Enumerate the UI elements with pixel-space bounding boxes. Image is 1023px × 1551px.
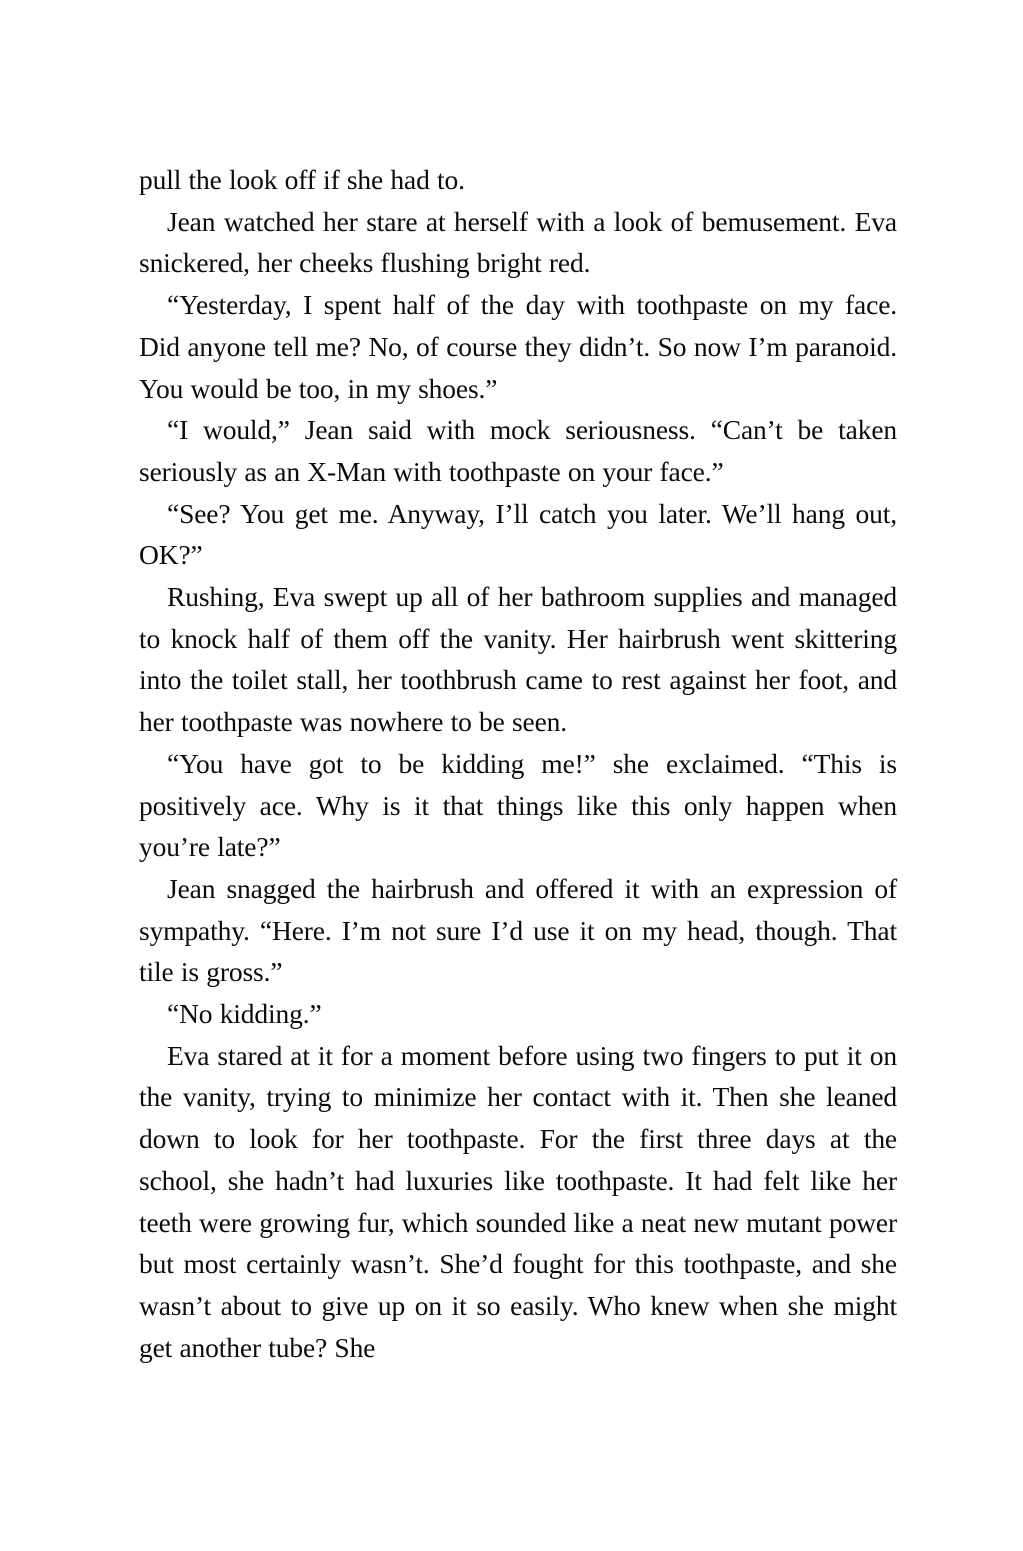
- paragraph: Rushing, Eva swept up all of her bathroom supplies and managed to knock half of them off the vanity. Her hairbrush went skittering into the toilet stall, her toothbrush came to rest against her foot, and her toothpaste was nowhere to be seen.: [139, 581, 897, 738]
- paragraph: “See? You get me. Anyway, I’ll catch you later. We’ll hang out, OK?”: [139, 497, 897, 571]
- paragraph: Jean watched her stare at herself with a look of bemusement. Eva snickered, her cheeks flushing bright red.: [139, 205, 897, 279]
- paragraph: pull the look off if she had to.: [139, 164, 465, 195]
- paragraph: “No kidding.”: [167, 998, 322, 1030]
- paragraph: Eva stared at it for a moment before using two fingers to put it on the vanity, trying to minimize her contact with it. Then she leaned down to look for her toothpaste. For the first three days at the school, she hadn’t had luxuries like toothpaste. It had felt like her teeth were growing fur, which sounded like a neat new mutant power but most certainly wasn’t. She’d fought for this toothpaste, and she wasn’t about to give up on it so easily. Who knew when she might get another tube? She: [139, 1039, 897, 1363]
- paragraph: “I would,” Jean said with mock seriousness. “Can’t be taken seriously as an X-Man with toothpaste on your face.”: [139, 414, 897, 487]
- paragraph: “You have got to be kidding me!” she exclaimed. “This is positively ace. Why is it that things like this only happen when you’re late?”: [139, 747, 897, 863]
- paragraph: Jean snagged the hairbrush and offered it with an expression of sympathy. “Here. I’m not sure I’d use it on my head, though. That tile is gross.”: [139, 872, 897, 988]
- paragraph: “Yesterday, I spent half of the day with toothpaste on my face. Did anyone tell me? No, of course they didn’t. So now I’m paranoid. You would be too, in my shoes.”: [139, 289, 897, 404]
- body-text: [139, 159, 897, 1368]
